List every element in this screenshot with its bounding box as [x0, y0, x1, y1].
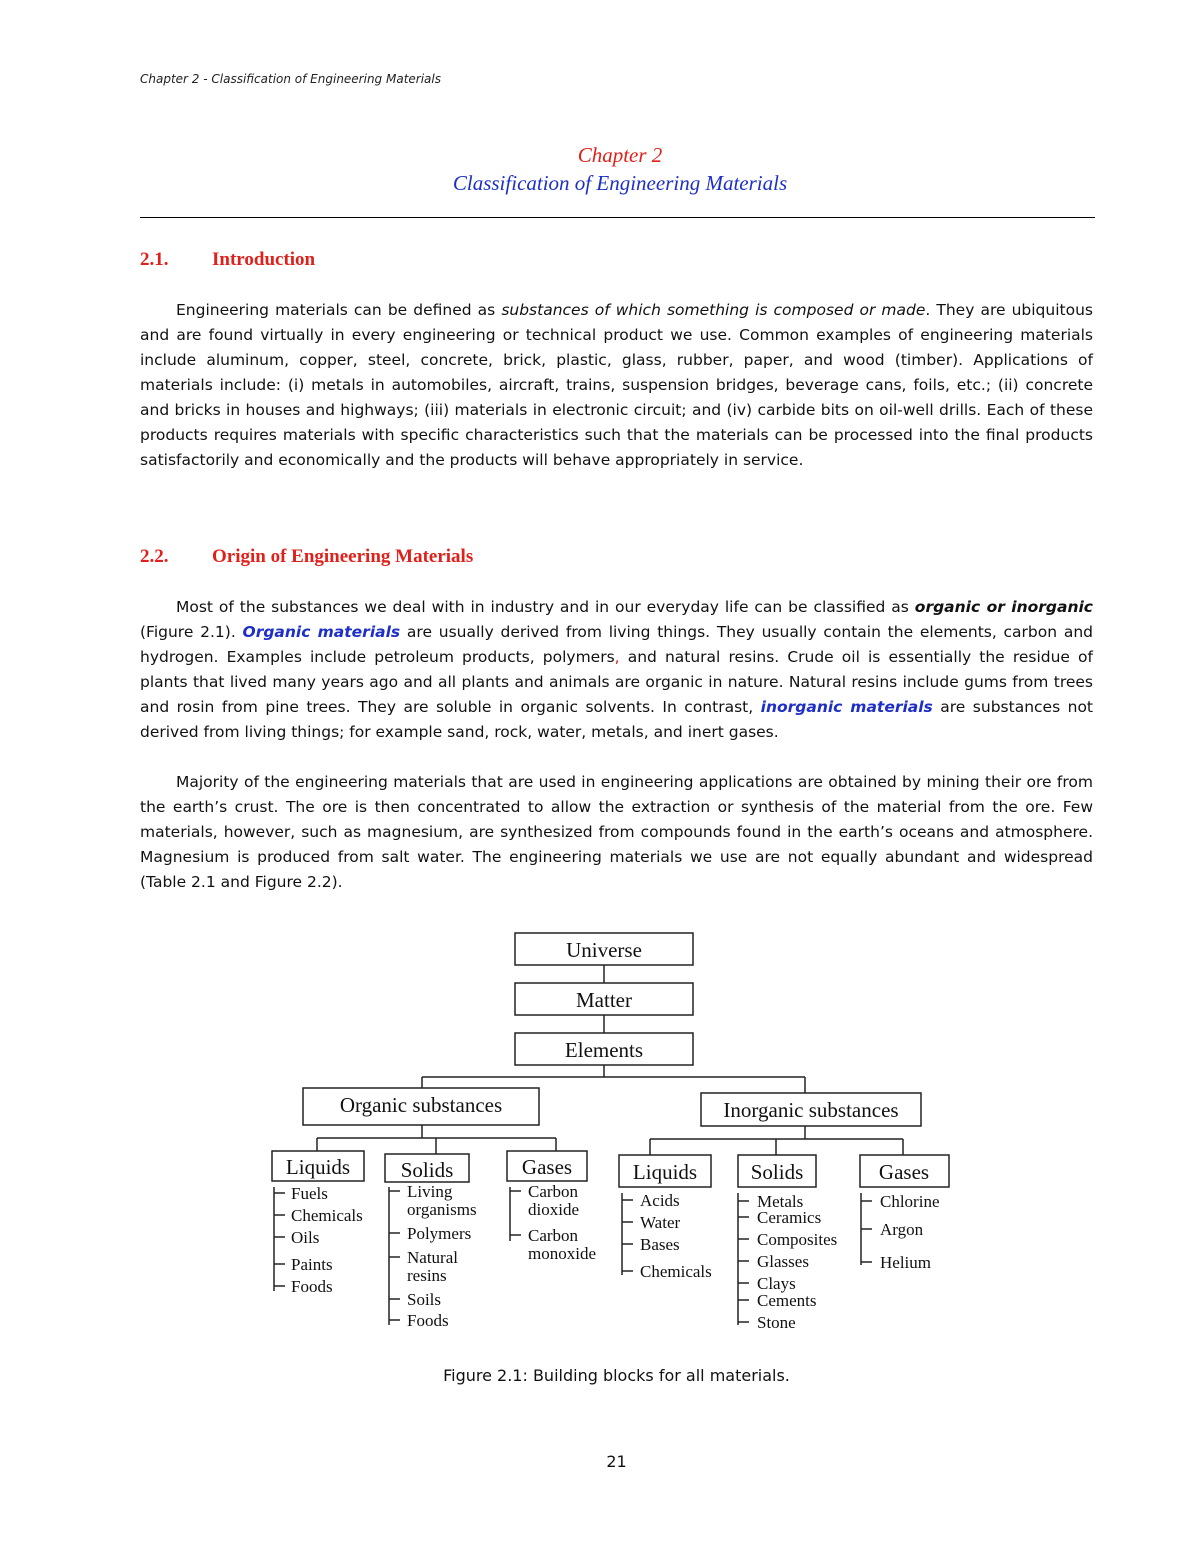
- tree-item: Foods: [291, 1277, 333, 1296]
- group-header: Gases: [521, 1155, 573, 1179]
- tree-item: Foods: [407, 1311, 449, 1330]
- tree-item: Soils: [407, 1290, 442, 1309]
- tree-item: Chemicals: [640, 1262, 712, 1281]
- group-header: Gases: [878, 1160, 930, 1184]
- tree-item: Carbon: [528, 1226, 579, 1245]
- universe-label: Universe: [566, 938, 642, 962]
- organic-inorganic-emphasis: organic or inorganic: [914, 598, 1093, 616]
- tree-item: Clays: [757, 1274, 796, 1293]
- tree-item: Argon: [880, 1220, 924, 1239]
- text-run: ,: [614, 648, 620, 666]
- organic-label: Organic substances: [339, 1093, 503, 1117]
- figure-caption: Figure 2.1: Building blocks for all materials.: [443, 1366, 790, 1385]
- materials-tree-diagram: [266, 925, 961, 1340]
- group-header: Solids: [400, 1158, 454, 1182]
- tree-item: Bases: [640, 1235, 680, 1254]
- tree-item: organisms: [407, 1200, 477, 1219]
- tree-item: Natural: [407, 1248, 458, 1267]
- group-header: Solids: [750, 1160, 804, 1184]
- section-number: 2.1.: [140, 249, 169, 270]
- text-run: are usually derived from living things. They usually contain the elements, carbon and hydrogen. Examples include petroleum products, polymers: [140, 623, 1093, 666]
- section-title: Origin of Engineering Materials: [212, 546, 474, 567]
- tree-item: Water: [640, 1213, 681, 1232]
- tree-item: Ceramics: [757, 1208, 822, 1227]
- origin-paragraph-1: [140, 595, 1093, 745]
- definition-emphasis: substances of which something is composed or made: [501, 301, 926, 319]
- text-run: are substances not derived from living things; for example sand, rock, water, metals, and inert gases.: [140, 698, 1094, 741]
- section-number: 2.2.: [140, 546, 169, 567]
- section-heading-introduction: [140, 249, 315, 271]
- tree-item: Cements: [757, 1291, 817, 1310]
- organic-materials-term: Organic materials: [242, 623, 401, 641]
- tree-item: Chlorine: [880, 1192, 940, 1211]
- section-heading-origin: [140, 546, 473, 568]
- text-run: (Figure 2.1).: [140, 623, 243, 641]
- tree-item: Living: [407, 1182, 453, 1201]
- text-run: and natural resins. Crude oil is essentially the residue of plants that lived many years ago and all plants and animals are organic in nature. Natural resins include gums from trees and rosin from pine trees. They are soluble in organic solvents. In contrast,: [140, 648, 1093, 716]
- origin-paragraph-2: Majority of the engineering materials that are used in engineering applications are obtained by mining their ore from the earth’s crust. The ore is then concentrated to allow the extraction or synthesis of the material from the ore. Few materials, however, such as magnesium, are synthesized from compounds found in the earth’s oceans and atmosphere. Magnesium is produced from salt water. The engineering materials we use are not equally abundant and widespread (Table 2.1 and Figure 2.2).: [140, 773, 1093, 891]
- group-header: Liquids: [632, 1160, 698, 1184]
- chapter-number: Chapter 2: [577, 143, 663, 167]
- tree-item: monoxide: [528, 1244, 596, 1263]
- intro-paragraph: [140, 298, 1093, 473]
- title-rule: [140, 217, 1095, 218]
- group-header: Liquids: [285, 1155, 351, 1179]
- elements-label: Elements: [564, 1038, 644, 1062]
- tree-item: Composites: [757, 1230, 838, 1249]
- section-title: Introduction: [212, 249, 316, 270]
- text-run: Engineering materials can be defined as: [176, 301, 502, 319]
- tree-item: Helium: [880, 1253, 931, 1272]
- tree-item: Chemicals: [291, 1206, 363, 1225]
- tree-item: Oils: [291, 1228, 320, 1247]
- chapter-title: Classification of Engineering Materials: [452, 171, 788, 195]
- page-number: 21: [606, 1452, 627, 1471]
- tree-item: dioxide: [528, 1200, 579, 1219]
- tree-item: Acids: [640, 1191, 680, 1210]
- tree-item: resins: [407, 1266, 447, 1285]
- inorganic-materials-term: inorganic materials: [760, 698, 933, 716]
- inorganic-label: Inorganic substances: [723, 1098, 899, 1122]
- tree-item: Stone: [757, 1313, 796, 1332]
- matter-label: Matter: [576, 988, 632, 1012]
- tree-item: Carbon: [528, 1182, 579, 1201]
- text-run: Most of the substances we deal with in industry and in our everyday life can be classified as: [176, 598, 915, 616]
- running-head: Chapter 2 - Classification of Engineering Materials: [140, 72, 441, 86]
- tree-item: Glasses: [757, 1252, 809, 1271]
- tree-item: Paints: [291, 1255, 333, 1274]
- tree-item: Polymers: [407, 1224, 472, 1243]
- tree-item: Fuels: [291, 1184, 328, 1203]
- tree-item: Metals: [757, 1192, 804, 1211]
- text-run: . They are ubiquitous and are found virtually in every engineering or technical product we use. Common examples of engineering materials include aluminum, copper, steel, concrete, brick, plastic, glass, rubber, paper, and wood (timber). Applications of materials include: (i) metals in automobiles, aircraft, trains, suspension bridges, beverage cans, foils, etc.; (ii) concrete and bricks in houses and highways; (iii) materials in electronic circuit; and (iv) carbide bits on oil-well drills. Each of these products requires materials with specific characteristics such that the materials can be processed into the final products satisfactorily and economically and the products will behave appropriately in service.: [140, 301, 1093, 469]
